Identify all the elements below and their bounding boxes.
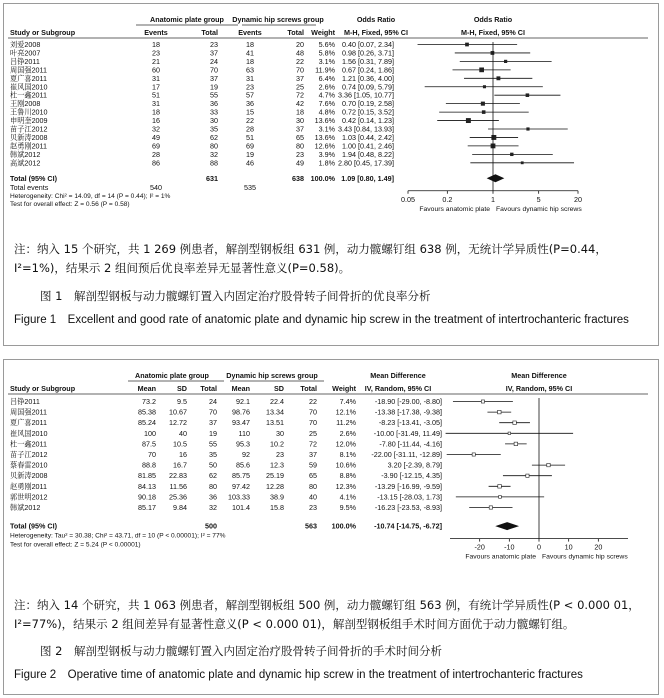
mean-dhs: 97.42	[232, 481, 250, 491]
x-tick-label: -10	[504, 542, 515, 552]
forest-plot-odds-ratio	[4, 4, 658, 232]
events-anatomic: 23	[152, 48, 160, 58]
group2-header: Dynamic hip screws group	[232, 15, 324, 24]
mean-dhs: 85.6	[236, 460, 250, 470]
mean-anatomic: 85.17	[138, 503, 156, 512]
weight-value: 8.1%	[339, 450, 356, 459]
events-anatomic: 28	[152, 149, 160, 159]
total-anatomic: 35	[209, 450, 217, 459]
col-mean2-header: Mean	[231, 384, 250, 393]
effect-header-right: Odds Ratio	[473, 15, 513, 24]
total-label: Total (95% CI)	[10, 521, 57, 531]
total-anatomic: 55	[209, 439, 217, 449]
weight-value: 12.0%	[335, 439, 356, 449]
total-anatomic: 55	[210, 90, 218, 100]
sd-dhs: 23	[276, 450, 284, 459]
point-estimate	[514, 442, 518, 446]
ci-value: 3.20 [-2.39, 8.79]	[387, 460, 442, 470]
weight-value: 2.6%	[318, 82, 335, 92]
study-name: 贝新涛2008	[10, 471, 48, 481]
events-dhs: 69	[246, 141, 254, 151]
mean-anatomic: 87.5	[142, 439, 156, 449]
mean-dhs: 92	[242, 450, 250, 459]
mean-anatomic: 85.38	[138, 407, 156, 417]
sd-dhs: 12.28	[266, 481, 284, 491]
study-name: 吕铮2011	[10, 397, 40, 406]
weight-value: 6.4%	[318, 73, 335, 83]
study-name: 杜一鑫2011	[10, 439, 48, 449]
mean-dhs: 85.75	[232, 471, 250, 481]
study-name: 叶亮2007	[10, 48, 41, 58]
total-anatomic: 33	[210, 107, 218, 117]
mean-dhs: 103.33	[228, 492, 250, 502]
study-name: 吕铮2011	[10, 56, 40, 66]
ci-value: 0.98 [0.26, 3.71]	[342, 48, 394, 58]
total-dhs: 40	[309, 492, 317, 502]
x-tick-label: -20	[474, 542, 485, 552]
total-diamond	[495, 522, 519, 530]
sd-anatomic: 40	[179, 428, 187, 438]
point-estimate	[498, 410, 502, 414]
mean-anatomic: 70	[148, 450, 156, 459]
point-estimate	[508, 432, 510, 434]
x-tick-label: 20	[594, 542, 603, 552]
x-tick-label: 0.05	[401, 194, 415, 204]
x-tick-label: 0.2	[442, 194, 453, 204]
study-name: 周国强2011	[10, 65, 48, 75]
total-dhs: 80	[309, 481, 317, 491]
point-estimate	[526, 127, 529, 130]
col-sd2-header: SD	[274, 384, 284, 393]
sd-dhs: 38.9	[270, 492, 284, 502]
total-anatomic: 37	[210, 73, 218, 83]
sd-anatomic: 25.36	[169, 492, 187, 502]
plot-ci-header: IV, Random, 95% CI	[505, 384, 573, 393]
study-name: 高斌2012	[10, 158, 41, 168]
total-dhs: 70	[296, 65, 304, 75]
mean-dhs: 110	[238, 428, 250, 438]
weight-value: 8.8%	[339, 471, 356, 481]
total-dhs: 37	[296, 73, 304, 83]
x-tick-label: 20	[574, 194, 582, 204]
overall-effect-text: Test for overall effect: Z = 5.24 (P < 0.00001)	[10, 541, 141, 549]
forest-plot-mean-difference	[4, 360, 658, 586]
weight-value: 13.6%	[314, 116, 335, 126]
total-ci: 1.09 [0.80, 1.49]	[341, 173, 394, 183]
events-anatomic: 32	[152, 124, 160, 134]
total-anatomic: 62	[209, 471, 217, 481]
total-anatomic: 36	[210, 99, 218, 109]
total-events-anatomic: 540	[150, 182, 162, 192]
ci-value: -13.29 [-16.99, -9.59]	[374, 481, 442, 491]
total-ci: -10.74 [-14.75, -6.72]	[374, 521, 442, 531]
heterogeneity-text: Heterogeneity: Chi² = 14.09, df = 14 (P = 0.44); I² = 1%	[10, 192, 171, 200]
group1-header: Anatomic plate group	[135, 371, 209, 380]
total-anatomic: 23	[210, 40, 218, 49]
study-name: 申明奎2009	[10, 116, 48, 126]
study-name: 周国强2011	[10, 407, 48, 417]
total-anatomic: 32	[210, 149, 218, 159]
study-name: 韩斌2012	[10, 503, 41, 512]
weight-value: 12.1%	[335, 407, 356, 417]
sd-dhs: 30	[276, 428, 284, 438]
events-anatomic: 16	[152, 116, 160, 126]
weight-value: 2.6%	[339, 428, 356, 438]
mean-anatomic: 73.2	[142, 397, 156, 406]
ci-value: -3.90 [-12.15, 4.35]	[381, 471, 442, 481]
sd-dhs: 15.8	[270, 503, 284, 512]
total-dhs: 20	[296, 40, 304, 49]
point-estimate	[483, 85, 486, 88]
col-events1-header: Events	[144, 28, 168, 37]
total-dhs: 65	[296, 132, 304, 142]
col-events2-header: Events	[238, 28, 262, 37]
study-name: 赵勇刚2011	[10, 481, 48, 491]
events-dhs: 28	[246, 124, 254, 134]
point-estimate	[479, 67, 484, 72]
mean-anatomic: 84.13	[138, 481, 156, 491]
sd-anatomic: 16.7	[173, 460, 187, 470]
study-name: 赵勇刚2011	[10, 141, 48, 151]
x-tick-label: 1	[491, 194, 495, 204]
col-ci-header: M-H, Fixed, 95% CI	[344, 28, 408, 37]
point-estimate	[472, 453, 475, 456]
ci-value: -7.80 [-11.44, -4.16]	[379, 439, 442, 449]
events-dhs: 63	[246, 65, 254, 75]
weight-value: 5.8%	[318, 48, 335, 58]
weight-value: 5.6%	[318, 40, 335, 49]
total-diamond	[487, 174, 505, 182]
study-name: 夏广喜2011	[10, 73, 48, 83]
point-estimate	[498, 485, 502, 489]
mean-anatomic: 85.24	[138, 418, 156, 428]
study-name: 王鲁川2010	[10, 107, 48, 117]
favours-left-label: Favours anatomic plate	[419, 205, 490, 213]
mean-dhs: 93.47	[232, 418, 250, 428]
total-dhs: 22	[309, 397, 317, 406]
ci-value: 1.56 [0.31, 7.89]	[342, 56, 394, 66]
total-weight: 100.0%	[331, 521, 356, 531]
total-dhs: 23	[309, 503, 317, 512]
events-anatomic: 86	[152, 158, 160, 168]
total-anatomic: 36	[209, 492, 217, 502]
total-anatomic: 70	[209, 407, 217, 417]
study-name: 夏广喜2011	[10, 418, 48, 428]
study-name: 郭世明2012	[10, 492, 48, 502]
ci-value: 2.80 [0.45, 17.39]	[338, 158, 394, 168]
sd-dhs: 10.2	[270, 439, 284, 449]
col-ci-header: IV, Random, 95% CI	[364, 384, 432, 393]
figure-2-caption-cn: 图 2 解剖型钢板与动力髋螺钉置入内固定治疗股骨转子间骨折的手术时间分析	[40, 644, 442, 658]
events-anatomic: 17	[152, 82, 160, 92]
events-dhs: 19	[246, 149, 254, 159]
favours-right-label: Favours dynamic hip screws	[542, 553, 628, 561]
ci-value: 1.00 [0.41, 2.46]	[342, 141, 394, 151]
ci-value: -18.90 [-29.00, -8.80]	[374, 397, 442, 406]
sd-anatomic: 10.67	[169, 407, 187, 417]
sd-anatomic: 12.72	[169, 418, 187, 428]
weight-value: 9.5%	[339, 503, 356, 512]
ci-value: 0.42 [0.14, 1.23]	[342, 116, 394, 126]
total-n-anatomic: 631	[206, 173, 218, 183]
point-estimate	[489, 506, 492, 509]
total-anatomic: 30	[210, 116, 218, 126]
study-name: 杜一鑫2011	[10, 90, 48, 100]
mean-anatomic: 90.18	[138, 492, 156, 502]
total-anatomic: 37	[209, 418, 217, 428]
weight-value: 12.3%	[335, 481, 356, 491]
events-anatomic: 31	[152, 73, 160, 83]
ci-value: 0.74 [0.09, 5.79]	[342, 82, 394, 92]
events-dhs: 18	[246, 56, 254, 66]
events-dhs: 41	[246, 48, 254, 58]
sd-anatomic: 22.83	[169, 471, 187, 481]
col-total2-header: Total	[300, 384, 317, 393]
sd-anatomic: 16	[179, 450, 187, 459]
total-anatomic: 19	[209, 428, 217, 438]
favours-right-label: Favours dynamic hip screws	[496, 205, 582, 213]
heterogeneity-text: Heterogeneity: Tau² = 30.38; Chi² = 43.71, df = 10 (P < 0.00001); I² = 77%	[10, 532, 226, 540]
events-dhs: 57	[246, 90, 254, 100]
total-anatomic: 32	[209, 503, 217, 512]
x-tick-label: 5	[536, 194, 541, 204]
study-name: 崔风国2010	[10, 428, 48, 438]
figure-1-panel	[3, 3, 659, 346]
mean-dhs: 92.1	[236, 397, 250, 406]
total-dhs: 37	[296, 124, 304, 134]
events-anatomic: 31	[152, 99, 160, 109]
point-estimate	[510, 153, 513, 156]
point-estimate	[547, 463, 550, 466]
total-anatomic: 80	[210, 141, 218, 151]
total-weight: 100.0%	[310, 173, 335, 183]
weight-value: 3.1%	[318, 56, 335, 66]
weight-value: 12.6%	[314, 141, 335, 151]
col-total2-header: Total	[287, 28, 304, 37]
ci-value: 3.43 [0.84, 13.93]	[338, 124, 394, 134]
study-name: 蔡春雷2010	[10, 460, 48, 470]
events-anatomic: 51	[152, 90, 160, 100]
overall-effect-text: Test for overall effect: Z = 0.56 (P = 0.58)	[10, 200, 130, 208]
ci-value: -13.15 [-28.03, 1.73]	[377, 492, 442, 502]
effect-header-left: Mean Difference	[370, 371, 426, 380]
total-n-anatomic: 500	[205, 521, 217, 531]
sd-dhs: 13.51	[266, 418, 284, 428]
col-sd1-header: SD	[177, 384, 187, 393]
point-estimate	[526, 474, 529, 477]
point-estimate	[481, 102, 485, 106]
events-anatomic: 18	[152, 107, 160, 117]
total-events-label: Total events	[10, 182, 49, 192]
mean-anatomic: 100	[144, 428, 156, 438]
study-name: 崔风国2010	[10, 82, 48, 92]
ci-value: 1.21 [0.36, 4.00]	[342, 73, 394, 83]
ci-value: 1.03 [0.44, 2.42]	[342, 132, 394, 142]
total-anatomic: 37	[210, 48, 218, 58]
events-anatomic: 21	[152, 56, 160, 66]
ci-value: -10.00 [-31.49, 11.49]	[373, 428, 442, 438]
events-dhs: 31	[246, 73, 254, 83]
mean-anatomic: 88.8	[142, 460, 156, 470]
total-n-dhs: 638	[292, 173, 304, 183]
figure-1-caption-cn: 图 1 解剖型钢板与动力髋螺钉置入内固定治疗股骨转子间骨折的优良率分析	[40, 289, 431, 303]
total-anatomic: 24	[210, 56, 218, 66]
point-estimate	[466, 118, 471, 123]
point-estimate	[496, 76, 500, 80]
mean-dhs: 95.3	[236, 439, 250, 449]
total-dhs: 42	[296, 99, 304, 109]
sd-dhs: 22.4	[270, 397, 284, 406]
events-anatomic: 18	[152, 40, 160, 49]
sd-dhs: 25.19	[266, 471, 284, 481]
weight-value: 7.6%	[318, 99, 335, 109]
figure-2-panel	[3, 359, 659, 695]
mean-anatomic: 81.85	[138, 471, 156, 481]
point-estimate	[482, 110, 486, 114]
point-estimate	[499, 496, 502, 499]
total-dhs: 18	[296, 107, 304, 117]
favours-left-label: Favours anatomic plate	[465, 553, 536, 561]
point-estimate	[481, 400, 484, 403]
study-name: 王刚2008	[10, 99, 41, 109]
events-dhs: 18	[246, 40, 254, 49]
ci-value: 3.36 [1.05, 10.77]	[338, 90, 394, 100]
sd-anatomic: 11.56	[169, 481, 187, 491]
weight-value: 3.9%	[318, 149, 335, 159]
events-dhs: 46	[246, 158, 254, 168]
weight-value: 13.6%	[314, 132, 335, 142]
total-dhs: 25	[309, 428, 317, 438]
total-dhs: 72	[309, 439, 317, 449]
figure-2-note: 注：纳入 14 个研究，共 1 063 例患者，解剖型钢板组 500 例，动力髋螺钉组 563 例，有统计学异质性(P < 0.000 01，I²=77%)，结果示 2 组间差异有显著性意义(P < 0.000 01)，解剖型钢板组手术时间方面优于动力髋螺钉组。	[14, 598, 640, 631]
total-dhs: 70	[309, 407, 317, 417]
events-dhs: 15	[246, 107, 254, 117]
ci-value: -8.23 [-13.41, -3.05]	[378, 418, 442, 428]
ci-value: 0.72 [0.15, 3.52]	[342, 107, 394, 117]
events-dhs: 22	[246, 116, 254, 126]
total-anatomic: 50	[209, 460, 217, 470]
ci-value: 0.40 [0.07, 2.34]	[342, 40, 394, 49]
figure-1-caption-en: Figure 1 Excellent and good rate of anatomic plate and dynamic hip screw in the treatment of intertrochanteric fractures	[14, 314, 629, 326]
total-dhs: 80	[296, 141, 304, 151]
sd-dhs: 13.34	[266, 407, 284, 417]
study-name: 贝新涛2008	[10, 132, 48, 142]
sd-anatomic: 10.5	[173, 439, 187, 449]
col-total1-header: Total	[201, 28, 218, 37]
study-name: 韩斌2012	[10, 149, 41, 159]
total-anatomic: 62	[210, 132, 218, 142]
events-dhs: 23	[246, 82, 254, 92]
total-dhs: 23	[296, 149, 304, 159]
figure-2-caption-en: Figure 2 Operative time of anatomic plate and dynamic hip screw in the treatment of intertrochanteric fractures	[14, 669, 583, 681]
ci-value: -22.00 [-31.11, -12.89]	[371, 450, 442, 459]
total-dhs: 37	[309, 450, 317, 459]
total-anatomic: 19	[210, 82, 218, 92]
ci-value: 0.67 [0.24, 1.86]	[342, 65, 394, 75]
total-events-dhs: 535	[244, 182, 256, 192]
total-n-dhs: 563	[305, 521, 317, 531]
col-weight-header: Weight	[311, 28, 335, 37]
col-total1-header: Total	[200, 384, 217, 393]
study-name: 苗子江2012	[10, 124, 48, 134]
group2-header: Dynamic hip screws group	[226, 371, 318, 380]
mean-dhs: 98.76	[232, 407, 250, 417]
col-study-header: Study or Subgroup	[10, 28, 76, 37]
weight-value: 10.6%	[335, 460, 356, 470]
col-weight-header: Weight	[332, 384, 356, 393]
weight-value: 3.1%	[318, 124, 335, 134]
ci-value: 1.94 [0.48, 8.22]	[342, 149, 394, 159]
total-label: Total (95% CI)	[10, 173, 57, 183]
weight-value: 11.9%	[315, 65, 335, 75]
col-study-header: Study or Subgroup	[10, 384, 76, 393]
group1-header: Anatomic plate group	[150, 15, 224, 24]
plot-ci-header: M-H, Fixed, 95% CI	[461, 28, 525, 37]
x-tick-label: 10	[564, 542, 573, 552]
total-dhs: 72	[296, 90, 304, 100]
total-anatomic: 88	[210, 158, 218, 168]
total-dhs: 65	[309, 471, 317, 481]
total-dhs: 30	[296, 116, 304, 126]
weight-value: 4.8%	[318, 107, 335, 117]
point-estimate	[513, 421, 516, 424]
total-anatomic: 70	[210, 65, 218, 75]
weight-value: 4.1%	[339, 492, 356, 502]
x-tick-label: 0	[537, 542, 541, 552]
total-dhs: 48	[296, 48, 304, 58]
weight-value: 1.8%	[318, 158, 335, 168]
events-anatomic: 49	[152, 132, 160, 142]
figure-1-note: 注：纳入 15 个研究，共 1 269 例患者，解剖型钢板组 631 例，动力髋螺钉组 638 例，无统计学异质性(P=0.44，I²=1%)，结果示 2 组间预后优良率差异无显著性意义(P=0.58)。	[14, 242, 607, 275]
point-estimate	[526, 93, 530, 97]
sd-anatomic: 9.84	[173, 503, 187, 512]
effect-header-right: Mean Difference	[511, 371, 567, 380]
study-name: 苗子江2012	[10, 450, 48, 459]
total-dhs: 70	[309, 418, 317, 428]
total-dhs: 22	[296, 56, 304, 66]
events-dhs: 51	[246, 132, 254, 142]
study-name: 刘爱2008	[10, 40, 41, 49]
weight-value: 4.7%	[318, 90, 335, 100]
total-dhs: 25	[296, 82, 304, 92]
weight-value: 7.4%	[339, 397, 356, 406]
sd-dhs: 12.3	[270, 460, 284, 470]
events-anatomic: 60	[152, 65, 160, 75]
events-dhs: 36	[246, 99, 254, 109]
mean-dhs: 101.4	[232, 503, 250, 512]
point-estimate	[491, 135, 496, 140]
point-estimate	[504, 60, 507, 63]
point-estimate	[465, 43, 469, 47]
ci-value: -13.38 [-17.38, -9.38]	[374, 407, 442, 417]
total-anatomic: 24	[209, 397, 217, 406]
ci-value: -16.23 [-23.53, -8.93]	[374, 503, 442, 512]
point-estimate	[491, 51, 495, 55]
events-anatomic: 69	[152, 141, 160, 151]
sd-anatomic: 9.5	[177, 397, 187, 406]
weight-value: 11.2%	[336, 418, 356, 428]
ci-value: 0.70 [0.19, 2.58]	[342, 99, 394, 109]
col-mean1-header: Mean	[137, 384, 156, 393]
total-anatomic: 35	[210, 124, 218, 134]
total-anatomic: 80	[209, 481, 217, 491]
point-estimate	[521, 161, 524, 164]
effect-header-left: Odds Ratio	[356, 15, 396, 24]
total-dhs: 59	[309, 460, 317, 470]
total-dhs: 49	[296, 158, 304, 168]
